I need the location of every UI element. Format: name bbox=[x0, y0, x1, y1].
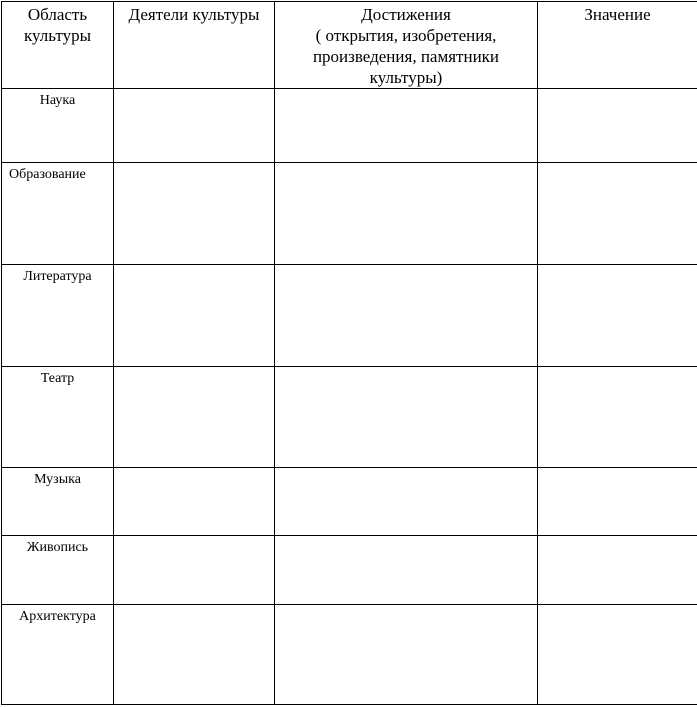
area-cell: Театр bbox=[2, 367, 114, 468]
achievements-cell bbox=[275, 163, 538, 265]
significance-cell bbox=[538, 605, 697, 705]
header-significance: Значение bbox=[538, 2, 697, 89]
culture-table bbox=[1, 1, 697, 705]
figures-cell bbox=[114, 163, 275, 265]
header-achievements-line1: Достижения bbox=[361, 5, 451, 24]
significance-cell bbox=[538, 89, 697, 163]
table-row bbox=[2, 536, 697, 605]
area-cell: Литература bbox=[2, 265, 114, 367]
significance-cell bbox=[538, 367, 697, 468]
header-area-line2: культуры bbox=[24, 26, 91, 45]
figures-cell bbox=[114, 89, 275, 163]
table-row bbox=[2, 468, 697, 536]
header-achievements-line3: произведения, памятники bbox=[312, 47, 500, 66]
table-row bbox=[2, 163, 697, 265]
achievements-cell bbox=[275, 265, 538, 367]
header-row bbox=[2, 2, 697, 89]
figures-cell bbox=[114, 468, 275, 536]
figures-cell bbox=[114, 536, 275, 605]
figures-cell bbox=[114, 265, 275, 367]
significance-cell bbox=[538, 265, 697, 367]
header-achievements-line2: ( открытия, изобретения, bbox=[315, 26, 497, 45]
significance-cell bbox=[538, 536, 697, 605]
table-row bbox=[2, 605, 697, 705]
area-cell: Образование bbox=[2, 163, 114, 265]
achievements-cell bbox=[275, 605, 538, 705]
header-figures: Деятели культуры bbox=[114, 2, 275, 89]
significance-cell bbox=[538, 468, 697, 536]
figures-cell bbox=[114, 367, 275, 468]
header-area-line1: Область bbox=[27, 5, 88, 24]
figures-cell bbox=[114, 605, 275, 705]
area-cell: Живопись bbox=[2, 536, 114, 605]
achievements-cell bbox=[275, 536, 538, 605]
table-row bbox=[2, 89, 697, 163]
header-achievements bbox=[275, 2, 538, 89]
table-row bbox=[2, 265, 697, 367]
area-cell: Музыка bbox=[2, 468, 114, 536]
achievements-cell bbox=[275, 89, 538, 163]
area-cell: Архитектура bbox=[2, 605, 114, 705]
significance-cell bbox=[538, 163, 697, 265]
achievements-cell bbox=[275, 468, 538, 536]
area-cell: Наука bbox=[2, 89, 114, 163]
header-achievements-line4: культуры) bbox=[369, 68, 443, 87]
header-area bbox=[2, 2, 114, 89]
table-row bbox=[2, 367, 697, 468]
achievements-cell bbox=[275, 367, 538, 468]
